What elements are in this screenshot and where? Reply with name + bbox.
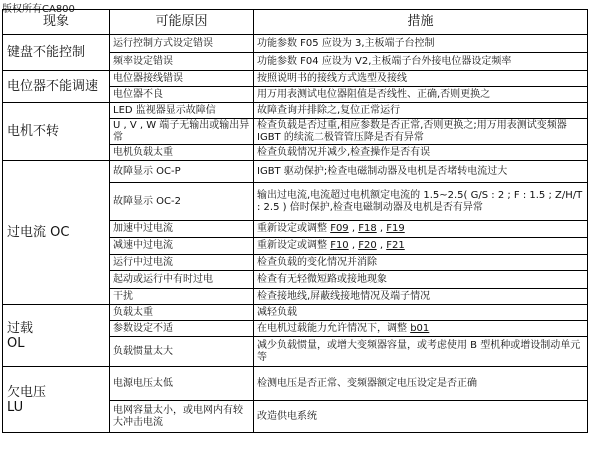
cause-cell: 电位器接线错误 (110, 71, 254, 87)
action-cell: 功能参数 F05 应设为 3,主板端子台控制 (254, 35, 588, 53)
watermark-text: 版权所有CA800 (2, 4, 75, 15)
param-code: F18 (358, 223, 377, 234)
cause-cell: 电机负载太重 (110, 145, 254, 161)
action-cell: 减轻负载 (254, 305, 588, 321)
cause-cell: 电源电压太低 (110, 367, 254, 401)
cause-cell: 故障显示 OC-2 (110, 183, 254, 221)
action-cell: 检查负载情况并减少,检查操作是否有误 (254, 145, 588, 161)
cause-cell: 加速中过电流 (110, 221, 254, 238)
symptom-code: OL (7, 335, 25, 351)
table-row (3, 161, 588, 183)
cause-cell: 运行中过电流 (110, 255, 254, 271)
cause-cell: 减速中过电流 (110, 238, 254, 255)
cause-cell: 参数设定不适 (110, 321, 254, 337)
header-cause: 可能原因 (110, 10, 254, 35)
action-cell: 检查负载的变化情况并消除 (254, 255, 588, 271)
separator: , (348, 240, 359, 251)
table-row (3, 367, 588, 401)
table-row (3, 35, 588, 53)
separator: , (376, 240, 387, 251)
table-row (3, 305, 588, 321)
param-code: F09 (330, 223, 349, 234)
symptom-line: 过载 (7, 320, 34, 336)
param-code: F20 (358, 240, 377, 251)
action-cell: 检查负载是否过重,相应参数是否正常,否则更换之;用万用表测试变频器 IGBT 的续流二极管管压降是否有异常 (254, 119, 588, 145)
action-cell: 检查有无轻微短路或接地现象 (254, 271, 588, 289)
param-code: F10 (330, 240, 349, 251)
header-symptom: 现象 (3, 10, 110, 35)
cause-cell: 电位器不良 (110, 87, 254, 103)
table-header-row (3, 10, 588, 35)
troubleshooting-table (2, 9, 588, 433)
action-text: 在电机过载能力允许情况下，调整 (257, 322, 411, 334)
action-text: 重新设定或调整 (257, 223, 331, 234)
cause-cell: U , V , W 端子无输出或输出异常 (110, 119, 254, 145)
action-cell: 减少负载惯量，或增大变频器容量，或考虑使用 B 型机种或增设制动单元等 (254, 337, 588, 367)
symptom-overcurrent: 过电流 OC (3, 161, 110, 305)
action-cell: 改造供电系统 (254, 401, 588, 433)
cause-cell: LED 监视器显示故障信 (110, 103, 254, 119)
cause-cell: 负载太重 (110, 305, 254, 321)
action-text: 重新设定或调整 (257, 240, 331, 251)
action-cell (254, 321, 588, 337)
param-code: b01 (410, 322, 430, 334)
cause-cell: 电网容量太小，或电网内有较大冲击电流 (110, 401, 254, 433)
symptom-undervoltage (3, 367, 110, 433)
action-cell: 用万用表测试电位器阻值是否线性、正确,否则更换之 (254, 87, 588, 103)
symptom-code: LU (7, 399, 24, 415)
symptom-keyboard: 键盘不能控制 (3, 35, 110, 71)
symptom-potentiometer: 电位器不能调速 (3, 71, 110, 103)
cause-cell: 运行控制方式设定错误 (110, 35, 254, 53)
table-row (3, 71, 588, 87)
param-code: F21 (386, 240, 405, 251)
separator: , (348, 223, 359, 234)
action-cell: IGBT 驱动保护;检查电磁制动器及电机是否堵转电流过大 (254, 161, 588, 183)
param-code: F19 (386, 223, 405, 234)
symptom-line: 欠电压 (7, 384, 47, 400)
action-cell (254, 238, 588, 255)
action-cell: 检测电压是否正常、变频器额定电压设定是否正确 (254, 367, 588, 401)
action-cell (254, 221, 588, 238)
cause-cell: 频率设定错误 (110, 53, 254, 71)
cause-cell: 干扰 (110, 289, 254, 305)
cause-cell: 负载惯量太大 (110, 337, 254, 367)
action-cell: 输出过电流,电流超过电机额定电流的 1.5~2.5( G/S : 2 ; F : 1.5 ; Z/H/T : 2.5 ) 倍时保护,检查电磁制动器及电机是否有异常 (254, 183, 588, 221)
cause-cell: 故障显示 OC-P (110, 161, 254, 183)
action-cell: 检查接地线,屏蔽线接地情况及端子情况 (254, 289, 588, 305)
symptom-motor: 电机不转 (3, 103, 110, 161)
action-cell: 故障查询并排除之,复位正常运行 (254, 103, 588, 119)
separator: , (376, 223, 387, 234)
symptom-overload (3, 305, 110, 367)
action-cell: 功能参数 F04 应设为 V2,主板端子台外接电位器设定频率 (254, 53, 588, 71)
header-action: 措施 (254, 10, 588, 35)
action-cell: 按照说明书的接线方式选型及接线 (254, 71, 588, 87)
cause-cell: 起动或运行中有时过电 (110, 271, 254, 289)
table-row (3, 103, 588, 119)
